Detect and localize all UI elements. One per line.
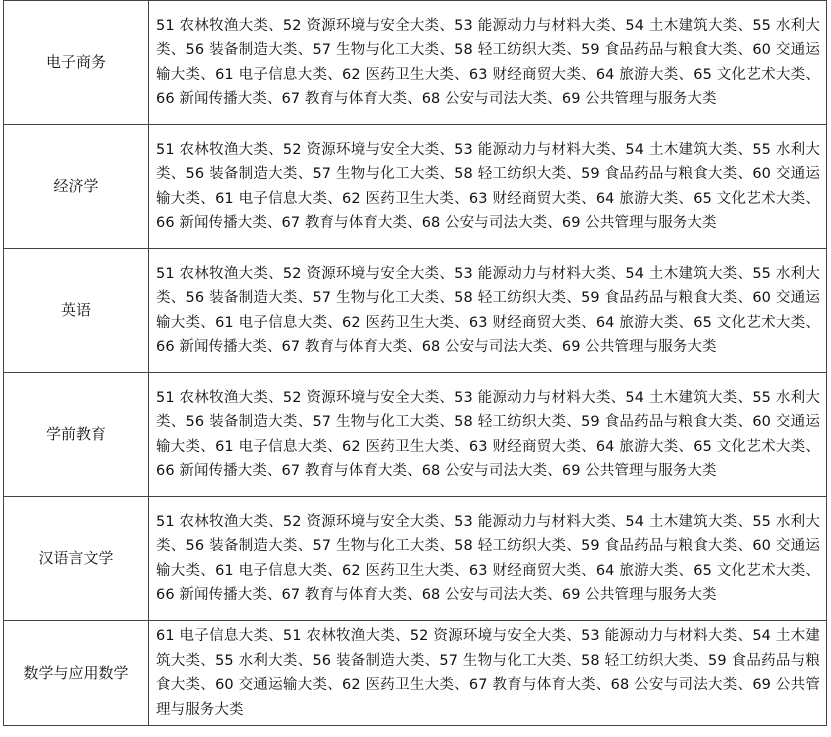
table-row (4, 497, 827, 621)
category-list: 51 农林牧渔大类、52 资源环境与安全大类、53 能源动力与材料大类、54 土木建筑大类、55 水利大类、56 装备制造大类、57 生物与化工大类、58 轻工纺织大类、59 食品药品与粮食大类、60 交通运输大类、61 电子信息大类、62 医药卫生大类、63 财经商贸大类、64 旅游大类、65 文化艺术大类、66 新闻传播大类、67 教育与体育大类、68 公安与司法大类、69 公共管理与服务大类 (149, 125, 827, 249)
table-row (4, 1, 827, 125)
majors-table (3, 0, 827, 726)
category-list: 51 农林牧渔大类、52 资源环境与安全大类、53 能源动力与材料大类、54 土木建筑大类、55 水利大类、56 装备制造大类、57 生物与化工大类、58 轻工纺织大类、59 食品药品与粮食大类、60 交通运输大类、61 电子信息大类、62 医药卫生大类、63 财经商贸大类、64 旅游大类、65 文化艺术大类、66 新闻传播大类、67 教育与体育大类、68 公安与司法大类、69 公共管理与服务大类 (149, 373, 827, 497)
major-name: 数学与应用数学 (4, 621, 149, 726)
major-name: 经济学 (4, 125, 149, 249)
table-row (4, 125, 827, 249)
category-list: 51 农林牧渔大类、52 资源环境与安全大类、53 能源动力与材料大类、54 土木建筑大类、55 水利大类、56 装备制造大类、57 生物与化工大类、58 轻工纺织大类、59 食品药品与粮食大类、60 交通运输大类、61 电子信息大类、62 医药卫生大类、63 财经商贸大类、64 旅游大类、65 文化艺术大类、66 新闻传播大类、67 教育与体育大类、68 公安与司法大类、69 公共管理与服务大类 (149, 497, 827, 621)
category-list: 51 农林牧渔大类、52 资源环境与安全大类、53 能源动力与材料大类、54 土木建筑大类、55 水利大类、56 装备制造大类、57 生物与化工大类、58 轻工纺织大类、59 食品药品与粮食大类、60 交通运输大类、61 电子信息大类、62 医药卫生大类、63 财经商贸大类、64 旅游大类、65 文化艺术大类、66 新闻传播大类、67 教育与体育大类、68 公安与司法大类、69 公共管理与服务大类 (149, 249, 827, 373)
table-row (4, 621, 827, 726)
category-list: 51 农林牧渔大类、52 资源环境与安全大类、53 能源动力与材料大类、54 土木建筑大类、55 水利大类、56 装备制造大类、57 生物与化工大类、58 轻工纺织大类、59 食品药品与粮食大类、60 交通运输大类、61 电子信息大类、62 医药卫生大类、63 财经商贸大类、64 旅游大类、65 文化艺术大类、66 新闻传播大类、67 教育与体育大类、68 公安与司法大类、69 公共管理与服务大类 (149, 1, 827, 125)
major-name: 汉语言文学 (4, 497, 149, 621)
table-row (4, 249, 827, 373)
major-name: 电子商务 (4, 1, 149, 125)
major-name: 英语 (4, 249, 149, 373)
table-row (4, 373, 827, 497)
category-list: 61 电子信息大类、51 农林牧渔大类、52 资源环境与安全大类、53 能源动力与材料大类、54 土木建筑大类、55 水利大类、56 装备制造大类、57 生物与化工大类、58 轻工纺织大类、59 食品药品与粮食大类、60 交通运输大类、62 医药卫生大类、67 教育与体育大类、68 公安与司法大类、69 公共管理与服务大类 (149, 621, 827, 726)
major-name: 学前教育 (4, 373, 149, 497)
